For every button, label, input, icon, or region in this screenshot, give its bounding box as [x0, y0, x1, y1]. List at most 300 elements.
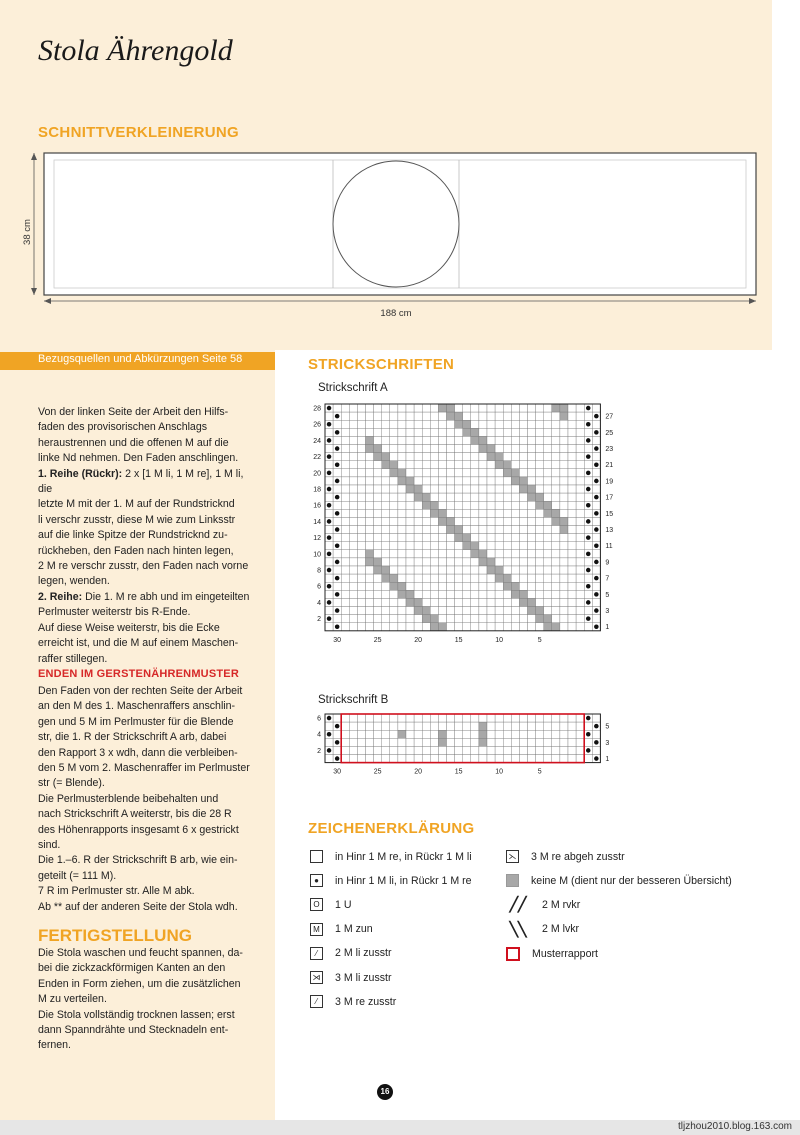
chart-cell	[374, 607, 382, 615]
chart-cell	[552, 517, 560, 525]
chart-cell	[398, 509, 406, 517]
chart-cell	[341, 542, 349, 550]
chart-cell	[414, 590, 422, 598]
chart-cell	[463, 461, 471, 469]
row-label-left: 20	[313, 470, 321, 478]
chart-cell	[479, 714, 487, 722]
chart-cell	[536, 566, 544, 574]
chart-cell	[406, 574, 414, 582]
chart-cell	[519, 534, 527, 542]
chart-cell	[325, 526, 333, 534]
chart-cell	[422, 534, 430, 542]
chart-cell	[422, 550, 430, 558]
chart-cell	[503, 623, 511, 631]
chart-cell	[438, 477, 446, 485]
chart-cell	[398, 590, 406, 598]
chart-cell	[528, 607, 536, 615]
chart-cell	[341, 517, 349, 525]
chart-cell	[463, 722, 471, 730]
col-label: 15	[454, 768, 463, 776]
purl-dot	[594, 592, 599, 597]
chart-cell	[544, 420, 552, 428]
chart-cell	[438, 615, 446, 623]
chart-cell	[536, 485, 544, 493]
chart-cell	[341, 534, 349, 542]
chart-cell	[568, 420, 576, 428]
row-label-left: 2	[317, 616, 321, 624]
chart-cell	[511, 461, 519, 469]
chart-cell	[357, 469, 365, 477]
chart-cell	[503, 412, 511, 420]
chart-cell	[479, 428, 487, 436]
chart-cell	[471, 746, 479, 754]
chart-cell	[438, 453, 446, 461]
chart-cell	[519, 493, 527, 501]
chart-cell	[398, 542, 406, 550]
chart-cell	[414, 526, 422, 534]
chart-cell	[341, 485, 349, 493]
chart-cell	[382, 738, 390, 746]
chart-cell	[479, 730, 487, 738]
chart-cell	[503, 493, 511, 501]
chart-cell	[390, 428, 398, 436]
chart-cell	[544, 755, 552, 763]
chart-cell	[366, 755, 374, 763]
chart-cell	[406, 607, 414, 615]
chart-cell	[455, 623, 463, 631]
chart-cell	[414, 566, 422, 574]
chart-cell	[560, 412, 568, 420]
chart-cell	[544, 542, 552, 550]
chart-cell	[568, 738, 576, 746]
chart-cell	[390, 445, 398, 453]
chart-cell	[560, 453, 568, 461]
chart-cell	[479, 534, 487, 542]
chart-cell	[479, 485, 487, 493]
chart-cell	[576, 485, 584, 493]
chart-cell	[414, 542, 422, 550]
chart-cell	[463, 501, 471, 509]
chart-cell	[495, 615, 503, 623]
chart-cell	[511, 566, 519, 574]
chart-cell	[357, 526, 365, 534]
text-line: bei die zickzackförmigen Kanten an den	[38, 962, 226, 975]
chart-cell	[325, 755, 333, 763]
chart-cell	[519, 485, 527, 493]
purl-dot	[327, 600, 332, 605]
reference-text: Bezugsquellen und Abkürzungen Seite 58	[38, 353, 243, 365]
chart-cell	[333, 436, 341, 444]
chart-cell	[366, 590, 374, 598]
chart-grid	[325, 714, 600, 763]
chart-cell	[495, 534, 503, 542]
purl-dot	[586, 454, 591, 459]
chart-cell	[495, 404, 503, 412]
legend-symbol-icon: ╱╱	[506, 898, 530, 911]
chart-cell	[584, 558, 592, 566]
chart-cell	[374, 534, 382, 542]
chart-cell	[414, 738, 422, 746]
chart-cell	[536, 598, 544, 606]
reihe2-label: 2. Reihe:	[38, 590, 83, 603]
chart-cell	[455, 412, 463, 420]
chart-cell	[398, 445, 406, 453]
chart-cell	[560, 428, 568, 436]
chart-cell	[430, 445, 438, 453]
chart-cell	[511, 501, 519, 509]
chart-cell	[447, 623, 455, 631]
chart-cell	[536, 550, 544, 558]
chart-cell	[471, 428, 479, 436]
chart-cell	[528, 738, 536, 746]
chart-cell	[487, 428, 495, 436]
chart-cell	[357, 550, 365, 558]
chart-cell	[438, 501, 446, 509]
chart-cell	[463, 615, 471, 623]
chart-cell	[511, 509, 519, 517]
chart-cell	[471, 445, 479, 453]
chart-cell	[455, 566, 463, 574]
chart-cell	[374, 582, 382, 590]
chart-cell	[357, 623, 365, 631]
chart-cell	[511, 436, 519, 444]
row-label-left: 2	[317, 747, 321, 755]
chart-cell	[471, 509, 479, 517]
col-label: 30	[333, 768, 342, 776]
chart-cell	[584, 755, 592, 763]
chart-cell	[519, 445, 527, 453]
chart-cell	[479, 598, 487, 606]
chart-cell	[374, 755, 382, 763]
chart-cell	[479, 542, 487, 550]
chart-cell	[584, 574, 592, 582]
chart-cell	[398, 574, 406, 582]
chart-cell	[584, 461, 592, 469]
purl-dot	[335, 724, 340, 729]
chart-cell	[390, 582, 398, 590]
chart-cell	[447, 598, 455, 606]
chart-cell	[495, 461, 503, 469]
chart-cell	[544, 607, 552, 615]
chart-cell	[349, 477, 357, 485]
chart-cell	[414, 404, 422, 412]
chart-cell	[519, 509, 527, 517]
chart-cell	[447, 730, 455, 738]
chart-cell	[568, 485, 576, 493]
chart-cell	[430, 469, 438, 477]
legend-symbol-icon	[310, 850, 323, 863]
chart-cell	[398, 526, 406, 534]
chart-cell	[430, 755, 438, 763]
chart-cell	[528, 623, 536, 631]
chart-cell	[390, 615, 398, 623]
chart-cell	[568, 461, 576, 469]
chart-cell	[430, 534, 438, 542]
chart-cell	[357, 420, 365, 428]
purl-dot	[594, 756, 599, 761]
chart-cell	[406, 590, 414, 598]
chart-cell	[406, 404, 414, 412]
chart-cell	[447, 445, 455, 453]
chart-cell	[398, 477, 406, 485]
chart-cell	[366, 404, 374, 412]
chart-cell	[544, 445, 552, 453]
chart-cell	[511, 558, 519, 566]
chart-cell	[447, 428, 455, 436]
chart-cell	[390, 453, 398, 461]
chart-cell	[560, 469, 568, 477]
chart-cell	[455, 461, 463, 469]
chart-cell	[528, 574, 536, 582]
legend-item	[310, 850, 472, 863]
chart-cell	[511, 445, 519, 453]
chart-cell	[528, 420, 536, 428]
purl-dot	[586, 716, 591, 721]
purl-dot	[327, 454, 332, 459]
chart-cell	[366, 428, 374, 436]
chart-cell	[576, 566, 584, 574]
chart-cell	[479, 558, 487, 566]
chart-cell	[568, 615, 576, 623]
chart-cell	[560, 477, 568, 485]
chart-cell	[374, 509, 382, 517]
chart-cell	[455, 730, 463, 738]
chart-cell	[552, 404, 560, 412]
chart-cell	[382, 469, 390, 477]
chart-cell	[519, 453, 527, 461]
legend-text: 3 M re zusstr	[335, 995, 397, 1008]
chart-cell	[382, 526, 390, 534]
chart-cell	[511, 615, 519, 623]
chart-cell	[479, 623, 487, 631]
chart-cell	[357, 746, 365, 754]
chart-cell	[341, 453, 349, 461]
chart-cell	[536, 730, 544, 738]
chart-cell	[463, 526, 471, 534]
chart-cell	[341, 714, 349, 722]
chart-cell	[357, 574, 365, 582]
chart-cell	[333, 746, 341, 754]
chart-cell	[366, 461, 374, 469]
chart-cell	[536, 501, 544, 509]
chart-cell	[560, 493, 568, 501]
chart-cell	[544, 461, 552, 469]
chart-cell	[552, 428, 560, 436]
chart-cell	[455, 574, 463, 582]
chart-cell	[414, 485, 422, 493]
chart-cell	[463, 714, 471, 722]
chart-cell	[552, 746, 560, 754]
chart-cell	[455, 542, 463, 550]
chart-cell	[374, 722, 382, 730]
chart-cell	[576, 623, 584, 631]
chart-cell	[560, 558, 568, 566]
legend-item	[506, 898, 580, 911]
chart-cell	[366, 607, 374, 615]
chart-cell	[430, 598, 438, 606]
text-line: rückheben, den Faden nach hinten legen,	[38, 544, 234, 557]
chart-cell	[406, 755, 414, 763]
chart-cell	[511, 517, 519, 525]
chart-cell	[341, 746, 349, 754]
chart-cell	[406, 436, 414, 444]
chart-cell	[576, 428, 584, 436]
legend-symbol-icon: ⁄	[310, 995, 323, 1008]
row-label-right: 5	[605, 591, 610, 599]
chart-cell	[471, 574, 479, 582]
chart-cell	[349, 469, 357, 477]
purl-dot	[594, 414, 599, 419]
chart-cell	[487, 509, 495, 517]
chart-cell	[398, 730, 406, 738]
text-line: erreicht ist, und die M auf einem Maschen-	[38, 637, 239, 650]
chart-cell	[552, 526, 560, 534]
chart-cell	[511, 534, 519, 542]
purl-dot	[594, 479, 599, 484]
chart-cell	[455, 714, 463, 722]
chart-cell	[528, 722, 536, 730]
row-label-left: 22	[313, 454, 321, 462]
chart-cell	[479, 461, 487, 469]
chart-cell	[584, 445, 592, 453]
text-line: Die Perlmusterblende beibehalten und	[38, 792, 219, 805]
chart-cell	[357, 517, 365, 525]
chart-cell	[544, 428, 552, 436]
chart-cell	[536, 714, 544, 722]
chart-cell	[536, 755, 544, 763]
chart-cell	[503, 550, 511, 558]
chart-cell	[349, 485, 357, 493]
chart-cell	[325, 607, 333, 615]
chart-cell	[495, 436, 503, 444]
chart-cell	[414, 469, 422, 477]
chart-cell	[463, 453, 471, 461]
strick-heading: STRICKSCHRIFTEN	[308, 356, 455, 373]
chart-cell	[528, 730, 536, 738]
chart-cell	[592, 550, 600, 558]
chart-cell	[495, 477, 503, 485]
purl-dot	[586, 438, 591, 443]
chart-cell	[455, 469, 463, 477]
chart-cell	[519, 598, 527, 606]
chart-cell	[414, 722, 422, 730]
chart-cell	[357, 590, 365, 598]
chart-a	[300, 398, 630, 660]
stole-outline	[44, 153, 756, 295]
reihe1-label: 1. Reihe (Rückr):	[38, 467, 123, 480]
chart-cell	[592, 582, 600, 590]
chart-cell	[382, 509, 390, 517]
chart-cell	[568, 412, 576, 420]
chart-cell	[560, 420, 568, 428]
chart-cell	[487, 566, 495, 574]
chart-cell	[366, 730, 374, 738]
chart-cell	[560, 623, 568, 631]
chart-cell	[528, 412, 536, 420]
chart-cell	[544, 477, 552, 485]
chart-cell	[576, 746, 584, 754]
chart-cell	[406, 582, 414, 590]
chart-cell	[390, 412, 398, 420]
chart-cell	[333, 485, 341, 493]
text-line: sind.	[38, 839, 61, 852]
chart-cell	[438, 534, 446, 542]
chart-cell	[430, 477, 438, 485]
chart-cell	[406, 412, 414, 420]
col-label: 10	[495, 768, 504, 776]
purl-dot	[594, 462, 599, 467]
legend-text: 2 M lvkr	[542, 923, 580, 936]
chart-cell	[495, 722, 503, 730]
chart-cell	[325, 558, 333, 566]
chart-cell	[495, 746, 503, 754]
chart-cell	[455, 582, 463, 590]
chart-cell	[406, 730, 414, 738]
chart-cell	[366, 582, 374, 590]
chart-cell	[576, 534, 584, 542]
chart-cell	[576, 453, 584, 461]
chart-cell	[366, 501, 374, 509]
chart-cell	[333, 566, 341, 574]
chart-cell	[447, 493, 455, 501]
chart-cell	[382, 558, 390, 566]
chart-cell	[414, 755, 422, 763]
chart-cell	[406, 598, 414, 606]
chart-cell	[366, 746, 374, 754]
chart-cell	[422, 461, 430, 469]
chart-cell	[487, 542, 495, 550]
chart-cell	[325, 477, 333, 485]
chart-cell	[528, 615, 536, 623]
chart-cell	[568, 477, 576, 485]
chart-cell	[325, 623, 333, 631]
schnitt-heading: SCHNITTVERKLEINERUNG	[38, 124, 240, 141]
chart-cell	[333, 420, 341, 428]
chart-cell	[552, 558, 560, 566]
chart-cell	[357, 509, 365, 517]
row-label-left: 16	[313, 502, 321, 510]
chart-cell	[406, 714, 414, 722]
chart-cell	[471, 714, 479, 722]
chart-cell	[390, 485, 398, 493]
chart-cell	[519, 526, 527, 534]
legend-text: 1 M zun	[335, 923, 373, 936]
chart-cell	[544, 558, 552, 566]
chart-cell	[438, 445, 446, 453]
chart-cell	[471, 517, 479, 525]
purl-dot	[335, 479, 340, 484]
chart-cell	[438, 469, 446, 477]
chart-cell	[503, 534, 511, 542]
chart-cell	[455, 493, 463, 501]
chart-cell	[528, 461, 536, 469]
chart-cell	[390, 517, 398, 525]
chart-cell	[374, 590, 382, 598]
chart-cell	[560, 509, 568, 517]
chart-cell	[592, 453, 600, 461]
chart-cell	[487, 590, 495, 598]
chart-cell	[414, 582, 422, 590]
row-label-left: 8	[317, 567, 321, 575]
chart-cell	[406, 623, 414, 631]
enden-text	[38, 684, 260, 915]
chart-cell	[552, 730, 560, 738]
chart-cell	[544, 590, 552, 598]
chart-cell	[463, 485, 471, 493]
chart-cell	[438, 526, 446, 534]
text-line: Von der linken Seite der Arbeit den Hilfs-	[38, 406, 229, 418]
chart-cell	[503, 485, 511, 493]
